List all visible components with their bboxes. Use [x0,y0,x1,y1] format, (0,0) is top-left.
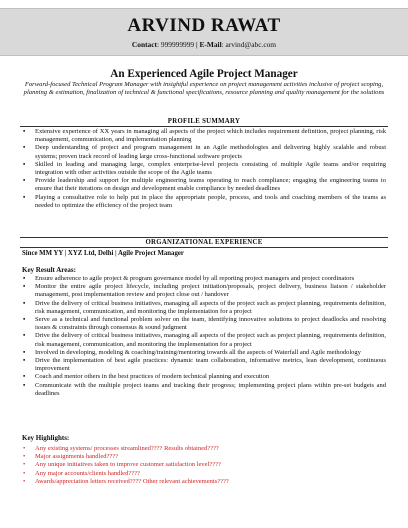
list-item-text: Ensure adherence to agile project & program governance model by all reporting project managers and project coordinators [35,275,355,282]
list-item-text: Provide leadership and support for multiple engineering teams operating to reach compliance; engaging the engineering teams to ensure that their iterations on design and development enable compliance by needed deadlines [35,177,386,193]
square-bullet-icon: ▪ [23,357,26,365]
list-item-text: Deep understanding of project and program management in an Agile methodologies and delivering highly scalable and robust systems; proven track record of leading large cross-functional software projects [35,144,386,160]
contact-label: Contact [131,40,157,49]
list-item [22,453,386,461]
email-value: : arvind@abc.com [221,40,277,49]
list-item [22,300,386,316]
job-line: Since MM YY | XYZ Ltd, Delhi | Agile Project Manager [22,250,184,257]
contact-value: : 999999999 [156,40,195,49]
list-item [22,470,386,478]
list-item-text: Major assignments handled???? [35,453,119,461]
profile-summary-title: PROFILE SUMMARY [20,118,388,127]
square-bullet-icon: ▪ [23,332,26,340]
square-bullet-icon: ▪ [23,299,26,307]
list-item-text: Skilled in leading and managing large, complex enterprise-level projects consisting of multiple Agile teams and/or requiring integration with other activities outside the scope of the Agile teams [35,160,386,177]
list-item [22,332,386,348]
dot-bullet-icon: • [23,445,26,452]
list-item-text: Coach and mentor others in the best practices of modern technical planning and execution [35,373,270,381]
list-item [22,144,386,160]
list-item [22,373,386,381]
square-bullet-icon: ▪ [23,193,26,201]
header-band [0,8,408,56]
list-item [22,194,386,210]
square-bullet-icon: ▪ [23,144,26,152]
list-item-text: Playing a consultative role to help put in place the appropriate people, process, and tools and coaching members of the teams as needed to optimize the efficiency of the project team [35,193,386,209]
list-item [22,349,386,357]
square-bullet-icon: ▪ [23,128,26,135]
square-bullet-icon: ▪ [23,381,26,389]
list-item-text: Awards/appreciation letters received???? Other relevant achievements???? [35,477,229,485]
list-item-text: Any unique initiatives taken to improve customer satisfaction level???? [35,461,221,469]
list-item [22,177,386,193]
square-bullet-icon: ▪ [23,275,26,282]
dot-bullet-icon: • [23,453,26,461]
candidate-name: ARVIND RAWAT [127,15,281,36]
list-item [22,382,386,398]
list-item [22,161,386,177]
list-item-text: Involved in developing, modeling & coaching/training/mentoring towards all the aspects of Waterfall and Agile methodology [35,348,361,356]
key-highlights-list [22,445,386,486]
list-item [22,283,386,299]
list-item-text: Any existing systems/ processes streamlined???? Results obtained???? [35,445,219,452]
square-bullet-icon: ▪ [23,160,26,168]
square-bullet-icon: ▪ [23,283,26,291]
dot-bullet-icon: • [23,469,26,477]
list-item [22,478,386,486]
organizational-experience-title: ORGANIZATIONAL EXPERIENCE [20,237,388,248]
list-item [22,275,386,283]
key-result-areas-title: Key Result Areas: [22,266,76,274]
list-item-text: Communicate with the multiple project teams and tracking their progress; implementing project plans within pre-set budgets and deadlines [35,381,386,397]
summary-text: Forward-focused Technical Program Manager with insightful experience on project management activities inclusive of project scoping, planning & estimation, finalization of technical & functional specifications, resource planning and quality management for the solutions [23,81,385,97]
contact-line [0,40,408,49]
profile-summary-list [22,128,386,210]
square-bullet-icon: ▪ [23,373,26,381]
key-result-areas-list [22,275,386,398]
list-item-text: Drive the implementation of best agile practices: dynamic team collaboration, informative metrics, lean development, continuous improvement [35,357,386,373]
list-item [22,445,386,453]
key-highlights-title: Key Highlights: [22,434,70,442]
headline: An Experienced Agile Project Manager [110,68,298,80]
list-item-text: Any major accounts/clients handled???? [35,469,140,477]
list-item [22,128,386,144]
list-item-text: Serve as a technical and functional problem solver on the team, identifying innovative solutions to project deadlocks and resolving issues & constraints through consensus & sound judgment [35,316,386,332]
dot-bullet-icon: • [23,477,26,485]
list-item [22,461,386,469]
list-item [22,316,386,332]
dot-bullet-icon: • [23,461,26,469]
email-label: | E-Mail [194,40,222,49]
list-item-text: Extensive experience of XX years in managing all aspects of the project which includes requirement definition, project planning, risk management, communication, and implementation planning [35,128,386,144]
square-bullet-icon: ▪ [23,177,26,185]
list-item-text: Drive the delivery of critical business initiatives, managing all aspects of the project such as project planning, requirements definition, risk management, communication, and monitoring the implementation for a project [35,299,386,315]
square-bullet-icon: ▪ [23,316,26,324]
square-bullet-icon: ▪ [23,348,26,356]
list-item [22,357,386,373]
list-item-text: Monitor the entire agile project lifecycle, including project initiation/proposals, project delivery, business liaison / stakeholder management, post implementation review and project close out / handover [35,283,386,299]
list-item-text: Drive the delivery of critical business initiatives, managing all aspects of the project such as project planning, requirements definition, risk management, communication, and monitoring the implementation for a project [35,332,386,348]
